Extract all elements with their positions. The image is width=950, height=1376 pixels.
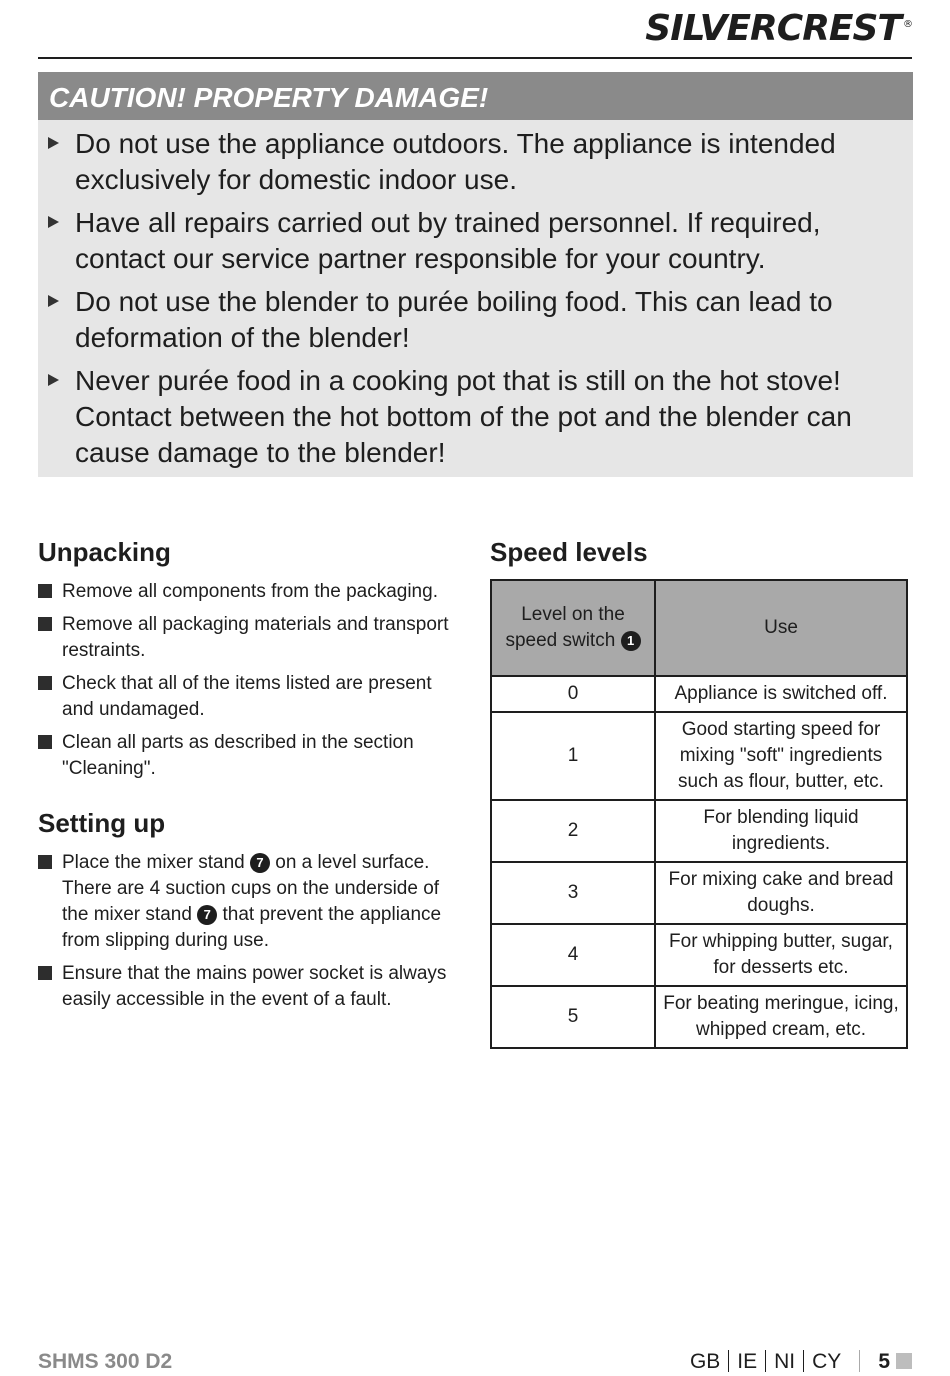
square-bullet-icon [38, 584, 52, 598]
speed-use-cell: For blending liquid ingredients. [655, 800, 907, 862]
footer-nav [690, 1348, 912, 1376]
speed-level-cell: 0 [491, 676, 655, 712]
country-code: CY [812, 1350, 842, 1373]
arrow-bullet-icon [48, 374, 59, 386]
country-code: NI [774, 1350, 796, 1373]
caution-item-text: Have all repairs carried out by trained personnel. If required, contact our service partner responsible for your country. [75, 207, 821, 274]
speed-level-cell: 5 [491, 986, 655, 1048]
table-row [491, 924, 907, 986]
square-bullet-icon [38, 617, 52, 631]
part-number-badge: 7 [197, 905, 217, 925]
header-rule [38, 57, 912, 59]
setting-up-list [38, 850, 468, 1013]
caution-list [38, 120, 913, 471]
part-number-badge: 1 [621, 631, 641, 651]
page-marker-icon [896, 1353, 912, 1369]
speed-level-cell: 4 [491, 924, 655, 986]
table-body [491, 676, 907, 1048]
speed-level-cell: 1 [491, 712, 655, 800]
caution-heading: CAUTION! PROPERTY DAMAGE! [38, 72, 913, 120]
square-bullet-icon [38, 735, 52, 749]
list-item [62, 612, 468, 664]
registered-mark: ® [903, 19, 912, 30]
caution-item-text: Never purée food in a cooking pot that is still on the hot stove! Contact between the hot bottom of the pot and the blender can cause damage to the blender! [75, 365, 852, 468]
list-item-text: on a level surface. There are 4 suction cups on the underside of the mixer stand [62, 852, 440, 925]
caution-item-text: Do not use the blender to purée boiling food. This can lead to deformation of the blender! [75, 286, 833, 353]
speed-levels-heading: Speed levels [490, 537, 648, 567]
list-item-text: Place the mixer stand [62, 852, 245, 873]
left-column [38, 533, 468, 1035]
part-number-badge: 7 [250, 853, 270, 873]
speed-use-cell: Appliance is switched off. [655, 676, 907, 712]
list-item-text: Remove all components from the packaging. [62, 581, 438, 602]
list-item-text: Clean all parts as described in the section "Cleaning". [62, 732, 414, 779]
arrow-bullet-icon [48, 295, 59, 307]
table-row [491, 800, 907, 862]
unpacking-heading: Unpacking [38, 537, 171, 567]
list-item [62, 671, 468, 723]
table-header-row [491, 580, 907, 676]
caution-item [75, 363, 853, 471]
page-number: 5 [878, 1350, 890, 1373]
divider [803, 1350, 804, 1372]
speed-use-cell: For mixing cake and bread doughs. [655, 862, 907, 924]
right-column [490, 533, 910, 1049]
caution-item [75, 284, 853, 356]
list-item [62, 961, 468, 1013]
table-row [491, 862, 907, 924]
list-item [62, 579, 468, 605]
square-bullet-icon [38, 855, 52, 869]
model-number: SHMS 300 D2 [38, 1350, 173, 1373]
unpacking-list [38, 579, 468, 782]
divider [859, 1350, 860, 1372]
column-header-level-text: Level on the speed switch [505, 604, 625, 651]
list-item-text: Check that all of the items listed are present and undamaged. [62, 673, 432, 720]
table-row [491, 676, 907, 712]
logo-text: SILVERCREST [645, 8, 901, 49]
country-code: GB [689, 1350, 721, 1373]
speed-use-cell: For whipping butter, sugar, for desserts etc. [655, 924, 907, 986]
list-item-text: Ensure that the mains power socket is always easily accessible in the event of a fault. [62, 963, 447, 1010]
silvercrest-logo [645, 8, 912, 49]
table-row [491, 712, 907, 800]
caution-box [38, 72, 913, 477]
column-header-use: Use [655, 580, 907, 676]
caution-item [75, 126, 853, 198]
square-bullet-icon [38, 966, 52, 980]
speed-levels-table [490, 579, 908, 1049]
divider [728, 1350, 729, 1372]
list-item-text: that prevent the appliance from slipping during use. [62, 904, 442, 951]
arrow-bullet-icon [48, 216, 59, 228]
list-item-text: Remove all packaging materials and transport restraints. [62, 614, 449, 661]
country-code: IE [737, 1350, 758, 1373]
square-bullet-icon [38, 676, 52, 690]
setting-up-heading: Setting up [38, 808, 166, 838]
caution-item [75, 205, 853, 277]
list-item [62, 730, 468, 782]
divider [765, 1350, 766, 1372]
speed-use-cell: Good starting speed for mixing "soft" ingredients such as flour, butter, etc. [655, 712, 907, 800]
column-header-level [491, 580, 655, 676]
speed-level-cell: 2 [491, 800, 655, 862]
speed-level-cell: 3 [491, 862, 655, 924]
table-row [491, 986, 907, 1048]
speed-use-cell: For beating meringue, icing, whipped cream, etc. [655, 986, 907, 1048]
caution-item-text: Do not use the appliance outdoors. The appliance is intended exclusively for domestic indoor use. [75, 128, 836, 195]
list-item [62, 850, 468, 954]
arrow-bullet-icon [48, 137, 59, 149]
